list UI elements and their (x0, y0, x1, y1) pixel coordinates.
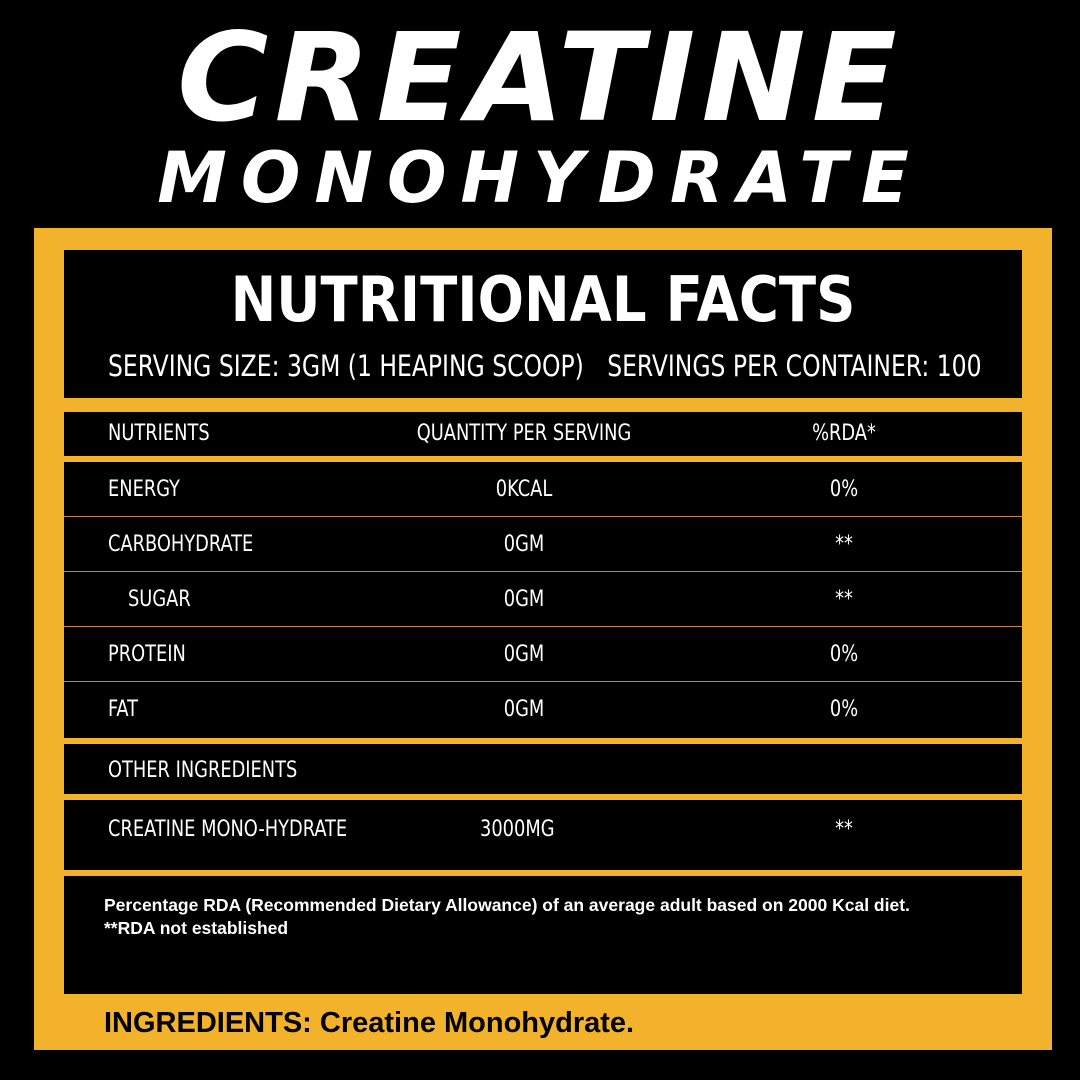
table-row (64, 627, 1022, 681)
rda-not-established-note: **RDA not established (104, 918, 289, 938)
nutrient-rda: 0% (829, 697, 859, 722)
footnote-text (104, 894, 1004, 940)
column-header-rda: %RDA* (812, 421, 876, 446)
serving-info (108, 346, 982, 386)
facts-title: NUTRITIONAL FACTS (230, 263, 856, 336)
column-header-nutrients: NUTRIENTS (108, 421, 210, 446)
nutrient-name: FAT (108, 697, 138, 722)
nutrient-quantity: 0GM (503, 587, 545, 612)
ingredient-name: CREATINE MONO-HYDRATE (108, 817, 348, 842)
nutrient-quantity: 0GM (503, 697, 545, 722)
nutrient-rda: 0% (829, 477, 859, 502)
facts-header (64, 250, 1022, 398)
column-header-quantity: QUANTITY PER SERVING (416, 421, 632, 446)
nutrient-rows (64, 462, 1022, 738)
table-row (64, 682, 1022, 738)
rda-footnote: Percentage RDA (Recommended Dietary Allowance) of an average adult based on 2000 Kcal diet. (104, 895, 910, 915)
nutrition-panel (34, 228, 1052, 1050)
nutrient-name: PROTEIN (108, 642, 186, 667)
other-ingredients-header (64, 744, 1022, 794)
nutrient-quantity: 0KCAL (495, 477, 553, 502)
serving-size: SERVING SIZE: 3GM (1 HEAPING SCOOP) (108, 349, 584, 383)
ingredient-rda: ** (835, 817, 853, 842)
nutrient-quantity: 0GM (503, 532, 545, 557)
nutrient-name: CARBOHYDRATE (108, 532, 254, 557)
product-subtitle: MONOHYDRATE (157, 137, 923, 219)
nutrient-quantity: 0GM (503, 642, 545, 667)
servings-per-container: SERVINGS PER CONTAINER: 100 (607, 349, 982, 383)
table-row (64, 800, 1022, 870)
ingredients-line: INGREDIENTS: Creatine Monohydrate. (104, 1007, 635, 1039)
nutrient-rda: ** (835, 532, 853, 557)
table-row (64, 462, 1022, 516)
nutrient-rda: 0% (829, 642, 859, 667)
table-row (64, 517, 1022, 571)
product-title: CREATINE (177, 7, 903, 149)
table-header-row (64, 412, 1022, 456)
footnotes (64, 876, 1022, 994)
ingredient-quantity: 3000MG (480, 817, 555, 842)
nutrient-rda: ** (835, 587, 853, 612)
other-ingredients-label: OTHER INGREDIENTS (108, 758, 298, 783)
nutrient-name: SUGAR (128, 587, 191, 612)
table-row (64, 572, 1022, 626)
nutrient-name: ENERGY (108, 477, 180, 502)
